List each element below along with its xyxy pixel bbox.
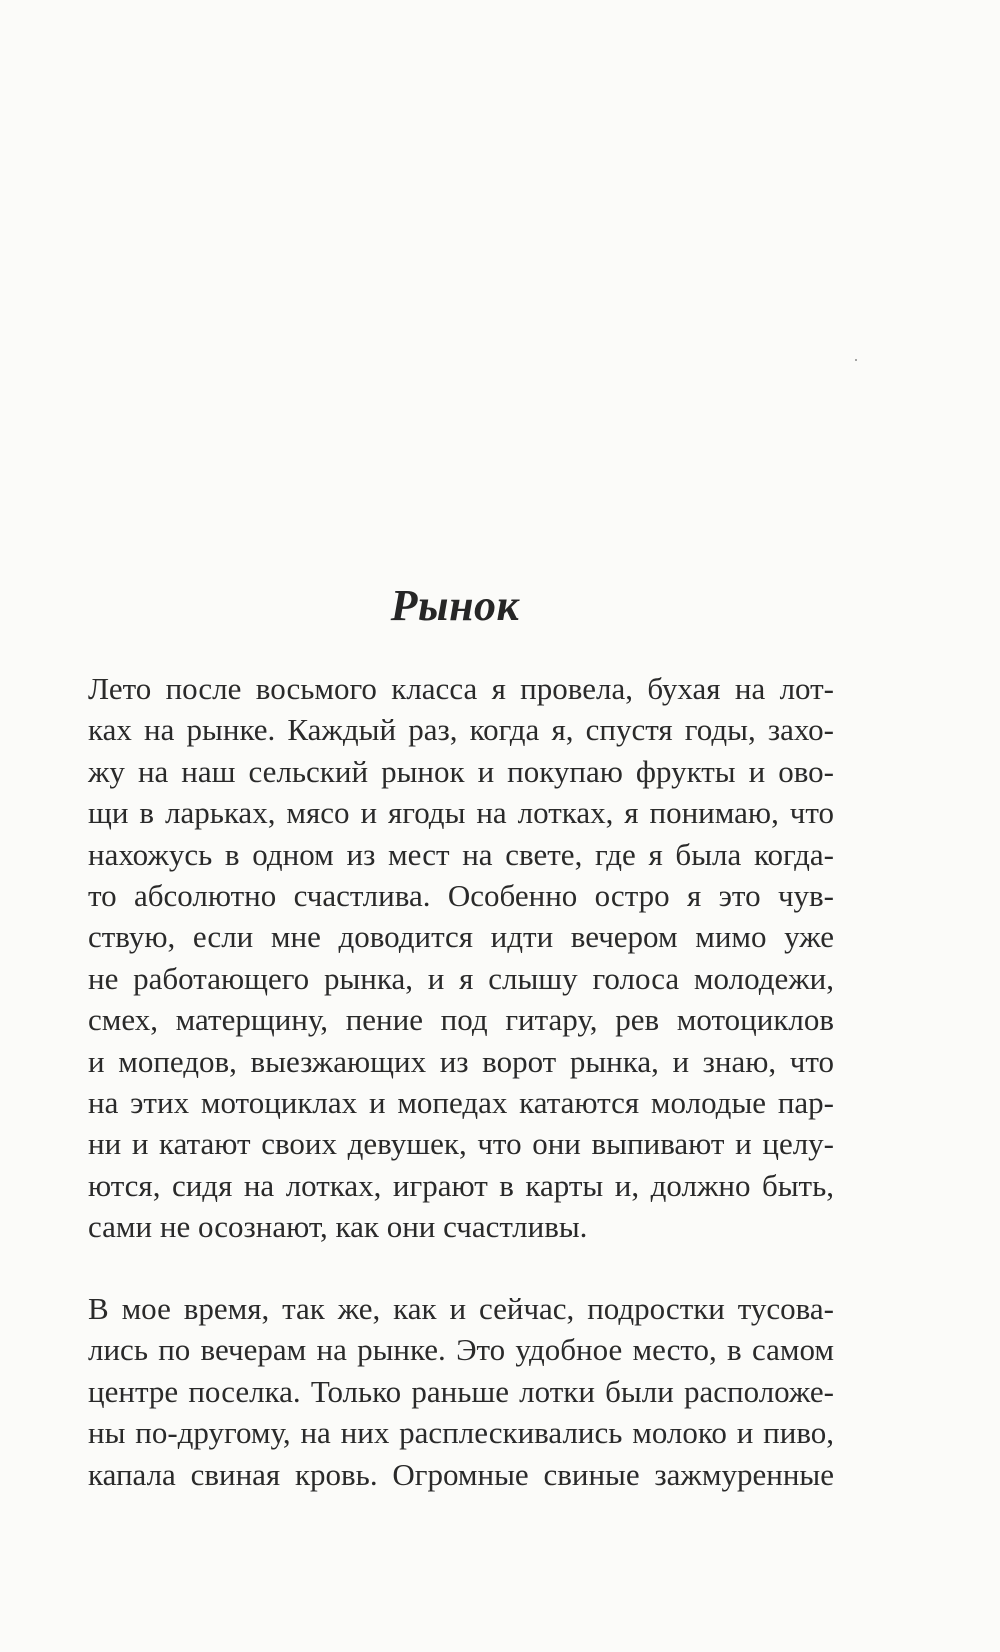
text-line: то абсолютно счастлива. Особенно остро я это чув- — [88, 877, 834, 913]
text-line: щи в ларьках, мясо и ягоды на лотках, я понимаю, что — [88, 795, 834, 831]
chapter-title: Рынок — [390, 581, 520, 631]
text-line: В мое время, так же, как и сейчас, подростки тусова- — [88, 1291, 834, 1326]
paragraph-1 — [88, 668, 834, 1247]
text-line: ствую, если мне доводится идти вечером мимо уже — [88, 919, 834, 955]
text-line: лись по вечерам на рынке. Это удобное место, в самом — [88, 1332, 834, 1368]
text-line: ни и катают своих девушек, что они выпивают и целу- — [88, 1126, 834, 1162]
text-line: центре поселка. Только раньше лотки были расположе- — [88, 1373, 834, 1409]
paragraph-2 — [88, 1288, 834, 1495]
text-line: ны по-другому, на них расплескивались молоко и пиво, — [88, 1415, 834, 1451]
text-line: Лето после восьмого класса я провела, бухая на лот- — [88, 671, 834, 706]
text-line: не работающего рынка, и я слышу голоса молодежи, — [88, 960, 834, 996]
text-line: сами не осознают, как они счастливы. — [88, 1209, 588, 1245]
text-line: жу на наш сельский рынок и покупаю фрукты и ово- — [88, 753, 834, 789]
text-line: ках на рынке. Каждый раз, когда я, спустя годы, захо- — [88, 712, 834, 748]
text-line: на этих мотоциклах и мопедах катаются молодые пар- — [88, 1084, 834, 1120]
text-line: капала свиная кровь. Огромные свиные зажмуренные — [88, 1456, 834, 1492]
text-line: и мопедов, выезжающих из ворот рынка, и знаю, что — [88, 1043, 834, 1079]
paper-speck — [855, 359, 857, 361]
text-line: смех, матерщину, пение под гитару, рев мотоциклов — [88, 1002, 834, 1038]
text-line: ются, сидя на лотках, играют в карты и, должно быть, — [88, 1167, 834, 1203]
text-line: нахожусь в одном из мест на свете, где я была когда- — [88, 836, 834, 872]
